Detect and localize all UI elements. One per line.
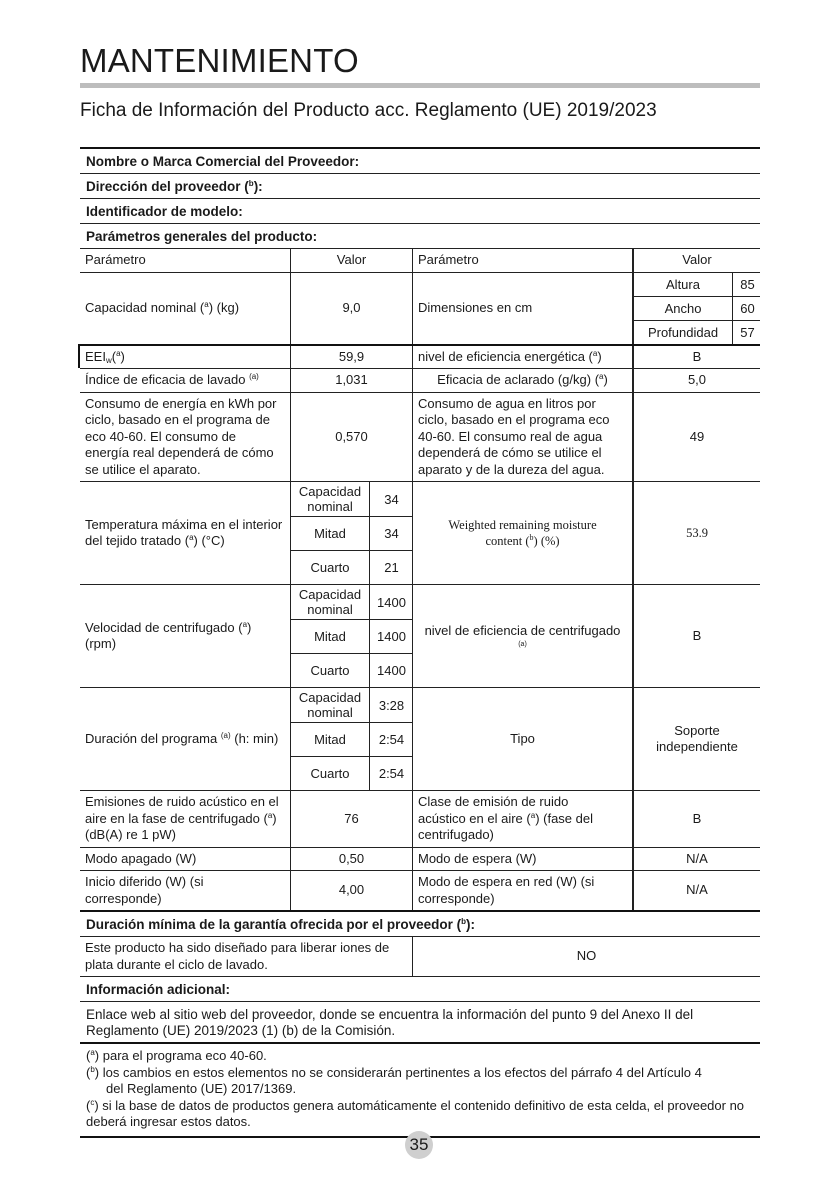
- duration-label-end: (h: min): [230, 730, 279, 746]
- footnote-text: ) los cambios en estos elementos no se considerarán pertinentes a los efectos del párrafo 4 del Artículo 4: [94, 1064, 702, 1080]
- off-mode-label: Modo apagado (W): [85, 850, 197, 866]
- max-temp-row: [80, 481, 760, 584]
- column-header-row: [80, 248, 760, 272]
- col-header-value2: Valor: [632, 249, 760, 272]
- footnote-ref: a: [599, 372, 604, 381]
- eei-label-text: EEI: [85, 348, 106, 364]
- spin-class-value: B: [632, 585, 760, 687]
- footnote-ref: (a): [518, 640, 527, 648]
- energy-class-value: B: [632, 346, 760, 369]
- dimension-name: Ancho: [664, 300, 702, 316]
- footnote-ref: a: [267, 810, 273, 820]
- type-value: Soporte independiente: [632, 688, 760, 790]
- delay-start-value: 4,00: [290, 871, 412, 910]
- dimensions-label: Dimensiones en cm: [412, 273, 632, 344]
- spin-speed-label-text: Velocidad de centrifugado (: [85, 619, 243, 635]
- load-item: [291, 516, 413, 550]
- footnotes: [80, 1042, 760, 1136]
- moisture-label-end: ) (%): [533, 534, 560, 548]
- load-value: 34: [369, 482, 413, 516]
- spin-class-label-text: nivel de eficiencia de centrifugado: [424, 623, 621, 639]
- energy-class-label-end: ): [597, 348, 602, 364]
- silver-ions-row: [80, 936, 760, 976]
- general-params-row: [80, 223, 760, 248]
- load-item: [291, 482, 413, 516]
- footnote-b: ($^b$) los cambios en estos elementos no se considerarán pertinentes a los efectos del párrafo 4 del Artículo 4: [86, 1064, 702, 1080]
- energy-consumption-value: 0,570: [290, 393, 412, 482]
- off-mode-value: 0,50: [290, 848, 412, 871]
- rinse-label: [412, 369, 632, 392]
- eei-row: [78, 344, 760, 369]
- load-name: Mitad: [314, 526, 346, 541]
- dimensions-values: [632, 273, 760, 344]
- spin-class-label: [412, 585, 632, 687]
- rinse-value: 5,0: [632, 369, 760, 392]
- rinse-label-text: Eficacia de aclarado (g/kg) (: [437, 372, 600, 387]
- footnote-ref: a: [116, 348, 121, 358]
- load-value: 34: [369, 517, 413, 550]
- warranty-label-end: ):: [465, 917, 475, 932]
- load-value: 3:28: [369, 688, 413, 722]
- duration-values: [290, 688, 412, 790]
- wash-index-label-text: Índice de eficacia de lavado: [85, 372, 250, 387]
- network-standby-label: Modo de espera en red (W) (si corresponde): [412, 871, 632, 910]
- load-name: Capacidad nominal: [298, 587, 362, 617]
- load-item: [291, 653, 413, 687]
- moisture-value: 53.9: [632, 482, 760, 584]
- spin-speed-values: [290, 585, 412, 687]
- load-item: [291, 550, 413, 584]
- col-header-param2: Parámetro: [412, 249, 632, 272]
- delay-start-row: [80, 870, 760, 910]
- footnote-text: ) si la base de datos de productos genera automáticamente el contenido definitivo de esta celda, el proveedor no deberá ingresar estos datos.: [86, 1097, 745, 1129]
- load-value: 1400: [369, 654, 413, 687]
- col-header-value1: Valor: [290, 249, 412, 272]
- load-item: [291, 756, 413, 790]
- load-name: Cuarto: [310, 560, 350, 575]
- supplier-name-label: Nombre o Marca Comercial del Proveedor:: [86, 154, 360, 169]
- model-identifier-label: Identificador de modelo:: [86, 204, 243, 219]
- noise-row: [80, 790, 760, 847]
- spin-speed-label-end: ) (rpm): [85, 619, 252, 651]
- footnote-a: ($^a$) para el programa eco 40-60.: [86, 1048, 267, 1063]
- page-title: MANTENIMIENTO: [80, 42, 359, 79]
- additional-info-header: [80, 976, 760, 1001]
- eei-subscript: w: [105, 355, 112, 365]
- noise-label: [80, 791, 290, 847]
- moisture-label: [412, 482, 632, 584]
- max-temp-label-end: ) (°C): [193, 533, 225, 548]
- max-temp-label-text: Temperatura máxima en el interior del tejido tratado (: [85, 516, 283, 548]
- footnote-c: ($^c$) si la base de datos de productos genera automáticamente el contenido definitivo de esta celda, el proveedor no deberá ingresar estos datos.: [86, 1097, 745, 1129]
- noise-class-label-text: Clase de emisión de ruido acústico en el aire (: [418, 794, 569, 826]
- dimension-name: Profundidad: [647, 324, 719, 340]
- capacity-row: [80, 272, 760, 344]
- footnote-ref: b: [248, 179, 254, 188]
- max-temp-label: [80, 482, 290, 584]
- duration-row: [80, 687, 760, 790]
- supplier-address-row: [80, 173, 760, 198]
- footnote-ref: (a): [249, 372, 259, 381]
- water-consumption-label: Consumo de agua en litros por ciclo, basado en el programa eco 40-60. El consumo real de agua dependerá de cómo se utilice el aparato y de la dureza del agua.: [412, 393, 632, 482]
- footnote-ref: a: [592, 348, 598, 358]
- capacity-value: 9,0: [290, 273, 412, 344]
- noise-class-value: B: [632, 791, 760, 847]
- duration-label: [80, 688, 290, 790]
- load-name: Capacidad nominal: [298, 690, 362, 720]
- eei-label: $EEI_w(^a)$: [85, 348, 125, 365]
- energy-consumption-label: Consumo de energía en kWh por ciclo, basado en el programa de eco 40-60. El consumo de energía real dependerá de cómo se utilice el aparato.: [85, 395, 277, 477]
- dimension-item: [634, 273, 760, 296]
- footnote-ref: b: [529, 533, 534, 542]
- eei-value: 59,9: [290, 346, 412, 369]
- standby-label: Modo de espera (W): [412, 848, 632, 871]
- load-value: 21: [369, 551, 413, 584]
- page-number: 35: [405, 1131, 433, 1159]
- dimension-value: 60: [732, 297, 762, 320]
- silver-ions-label: Este producto ha sido diseñado para liberar iones de plata durante el ciclo de lavado.: [85, 940, 390, 972]
- footnote-mark: b: [90, 1064, 95, 1074]
- noise-class-label: [412, 791, 632, 847]
- page-subtitle: Ficha de Información del Producto acc. Reglamento (UE) 2019/2023: [80, 100, 657, 121]
- footnote-mark: a: [90, 1048, 95, 1057]
- load-value: 1400: [369, 585, 413, 619]
- load-name: Mitad: [314, 732, 346, 747]
- rinse-label-end: ): [603, 372, 608, 387]
- general-params-label: Parámetros generales del producto:: [86, 229, 318, 244]
- energy-class-label: [412, 346, 632, 369]
- dimension-item: [634, 320, 760, 344]
- wash-index-label: [80, 369, 290, 392]
- delay-start-label: Inicio diferido (W) (si corresponde): [85, 874, 204, 906]
- footnote-ref: a: [204, 299, 209, 309]
- title-divider: [80, 83, 760, 88]
- dimension-item: [634, 296, 760, 320]
- model-identifier-row: [80, 198, 760, 223]
- footnote-ref: b: [461, 917, 466, 926]
- wash-index-value: 1,031: [290, 369, 412, 392]
- supplier-address-label-end: ):: [253, 179, 263, 194]
- capacity-label-end: ) (kg): [208, 299, 240, 315]
- load-value: 1400: [369, 620, 413, 653]
- load-item: [291, 722, 413, 756]
- off-mode-row: [80, 847, 760, 871]
- wash-index-row: [80, 368, 760, 392]
- load-name: Capacidad nominal: [298, 484, 362, 514]
- noise-value: 76: [290, 791, 412, 847]
- moisture-label-text: Weighted remaining moisture content (: [448, 517, 597, 548]
- load-item: [291, 619, 413, 653]
- product-info-table: [80, 147, 760, 1138]
- energy-class-label-text: nivel de eficiencia energética (: [418, 348, 593, 364]
- network-standby-value: N/A: [632, 871, 760, 910]
- max-temp-values: [290, 482, 412, 584]
- load-value: 2:54: [369, 723, 413, 756]
- type-label: Tipo: [412, 688, 632, 790]
- dimension-value: 57: [732, 321, 762, 344]
- load-item: [291, 688, 413, 722]
- footnote-ref: a: [242, 619, 248, 629]
- supplier-name-row: [80, 147, 760, 173]
- duration-label-text: Duración del programa: [85, 730, 221, 746]
- supplier-address-label: Dirección del proveedor (: [86, 179, 249, 194]
- additional-info-text: Enlace web al sitio web del proveedor, donde se encuentra la información del punto 9 del Anexo II del Reglamento (UE) 2019/2023 (1) (b) de la Comisión.: [80, 1001, 760, 1042]
- load-name: Mitad: [314, 629, 346, 644]
- standby-value: N/A: [632, 848, 760, 871]
- consumption-row: [80, 392, 760, 482]
- warranty-label: Duración mínima de la garantía ofrecida por el proveedor (: [86, 917, 462, 932]
- dimension-name: Altura: [666, 276, 700, 292]
- footnote-text: ) para el programa eco 40-60.: [94, 1048, 267, 1063]
- spin-speed-row: [80, 584, 760, 687]
- capacity-label-text: Capacidad nominal (: [85, 299, 205, 315]
- noise-label-text: Emisiones de ruido acústico en el aire en la fase de centrifugado (: [85, 794, 279, 826]
- load-name: Cuarto: [310, 663, 350, 678]
- warranty-row: [80, 910, 760, 936]
- noise-label-end: ) (dB(A) re 1 pW): [85, 810, 277, 842]
- footnote-ref: a: [189, 533, 194, 542]
- load-name: Cuarto: [310, 766, 350, 781]
- load-value: 2:54: [369, 757, 413, 790]
- water-consumption-value: 49: [632, 393, 760, 482]
- noise-class-label-end: ) (fase del centrifugado): [418, 810, 593, 842]
- footnote-ref: a: [530, 810, 536, 820]
- capacity-label: [80, 273, 290, 344]
- additional-info-label: Información adicional:: [86, 982, 231, 997]
- silver-ions-value: NO: [412, 937, 760, 976]
- load-item: [291, 585, 413, 619]
- spin-speed-label: [80, 585, 290, 687]
- footnote-mark: c: [90, 1097, 95, 1107]
- footnote-b-continued: del Reglamento (UE) 2017/1369.: [106, 1081, 297, 1096]
- col-header-param1: Parámetro: [85, 252, 146, 267]
- dimension-value: 85: [732, 273, 762, 296]
- footnote-ref: (a): [220, 730, 231, 740]
